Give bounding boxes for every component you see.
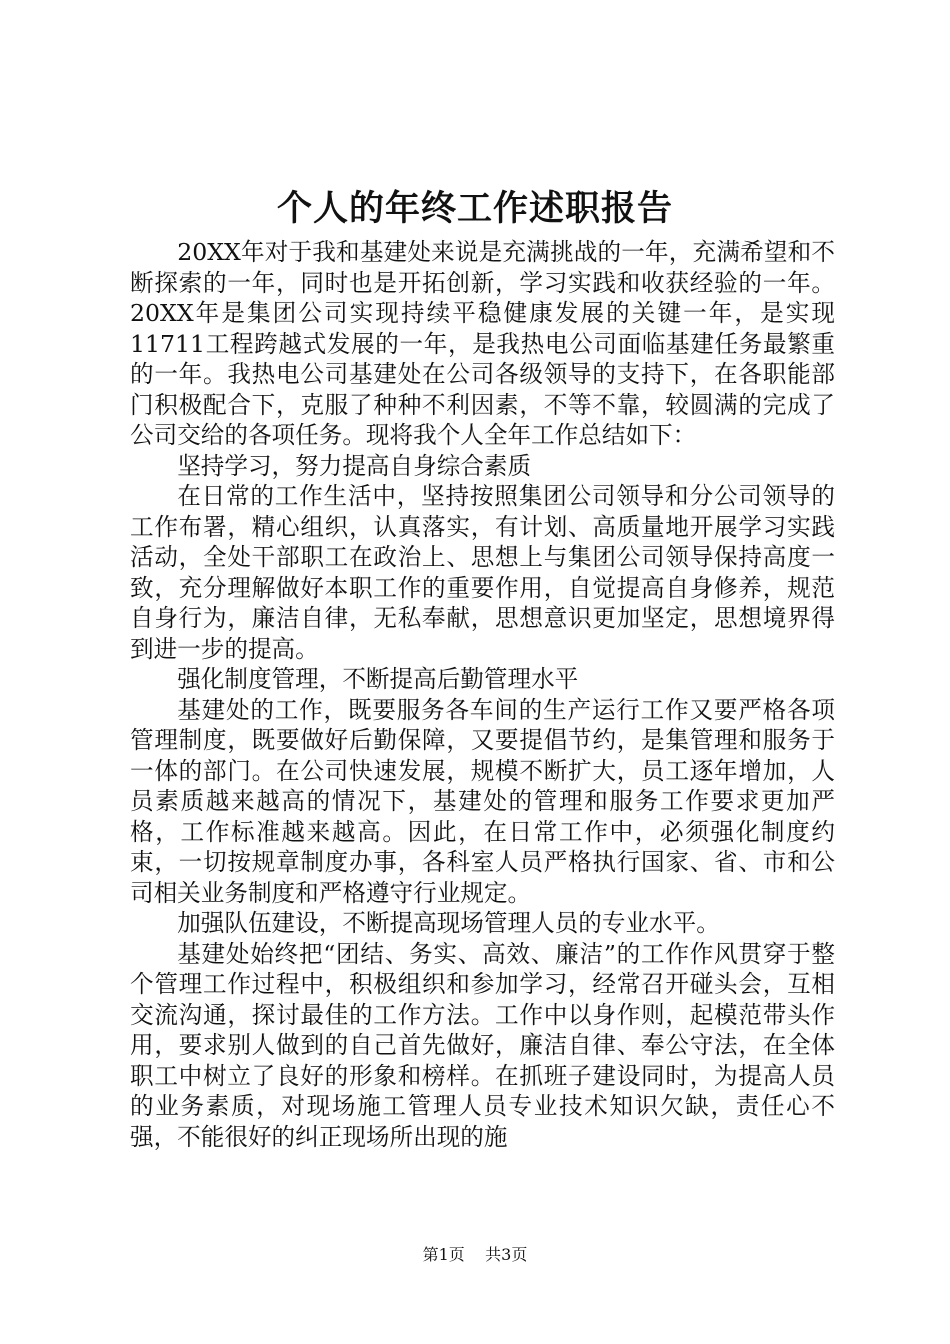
page-number: 第1页 — [422, 1245, 465, 1264]
footer-spacer — [470, 1245, 480, 1264]
paragraph-intro: 20XX年对于我和基建处来说是充满挑战的一年，充满希望和不断探索的一年，同时也是开拓创新，学习实践和收获经验的一年。20XX年是集团公司实现持续平稳健康发展的关键一年，是实现11711工程跨越式发展的一年，是我热电公司面临基建任务最繁重的一年。我热电公司基建处在公司各级领导的支持下，在各职能部门积极配合下，克服了种种不利因素，不等不靠，较圆满的完成了公司交给的各项任务。现将我个人全年工作总结如下： — [130, 238, 835, 449]
paragraph-study: 在日常的工作生活中，坚持按照集团公司领导和分公司领导的工作布署，精心组织，认真落实，有计划、高质量地开展学习实践活动，全处干部职工在政治上、思想上与集团公司领导保持高度一致，充分理解做好本职工作的重要作用，自觉提高自身修养，规范自身行为，廉洁自律，无私奉献，思想意识更加坚定，思想境界得到进一步的提高。 — [130, 482, 835, 663]
section-heading-team: 加强队伍建设，不断提高现场管理人员的专业水平。 — [177, 909, 720, 937]
paragraph-management: 基建处的工作，既要服务各车间的生产运行工作又要严格各项管理制度，既要做好后勤保障，又要提倡节约，是集管理和服务于一体的部门。在公司快速发展，规模不断扩大，员工逐年增加，人员素质越来越高的情况下，基建处的管理和服务工作要求更加严格，工作标准越来越高。因此，在日常工作中，必须强化制度约束，一切按规章制度办事，各科室人员严格执行国家、省、市和公司相关业务制度和严格遵守行业规定。 — [130, 695, 835, 907]
section-heading-study: 坚持学习，努力提高自身综合素质 — [177, 451, 532, 480]
page-total: 共3页 — [485, 1245, 528, 1264]
section-heading-management: 强化制度管理，不断提高后勤管理水平 — [177, 665, 579, 693]
document-body — [130, 237, 835, 1152]
document-title: 个人的年终工作述职报告 — [276, 188, 673, 229]
paragraph-team: 基建处始终把“团结、务实、高效、廉洁”的工作作风贯穿于整个管理工作过程中，积极组织和参加学习，经常召开碰头会，互相交流沟通，探讨最佳的工作方法。工作中以身作则，起模范带头作用，要求别人做到的自己首先做好，廉洁自律、奉公守法，在全体职工中树立了良好的形象和榜样。在抓班子建设同时，为提高人员的业务素质，对现场施工管理人员专业技术知识欠缺，责任心不强，不能很好的纠正现场所出现的施 — [130, 939, 835, 1151]
page-footer — [0, 1244, 950, 1266]
